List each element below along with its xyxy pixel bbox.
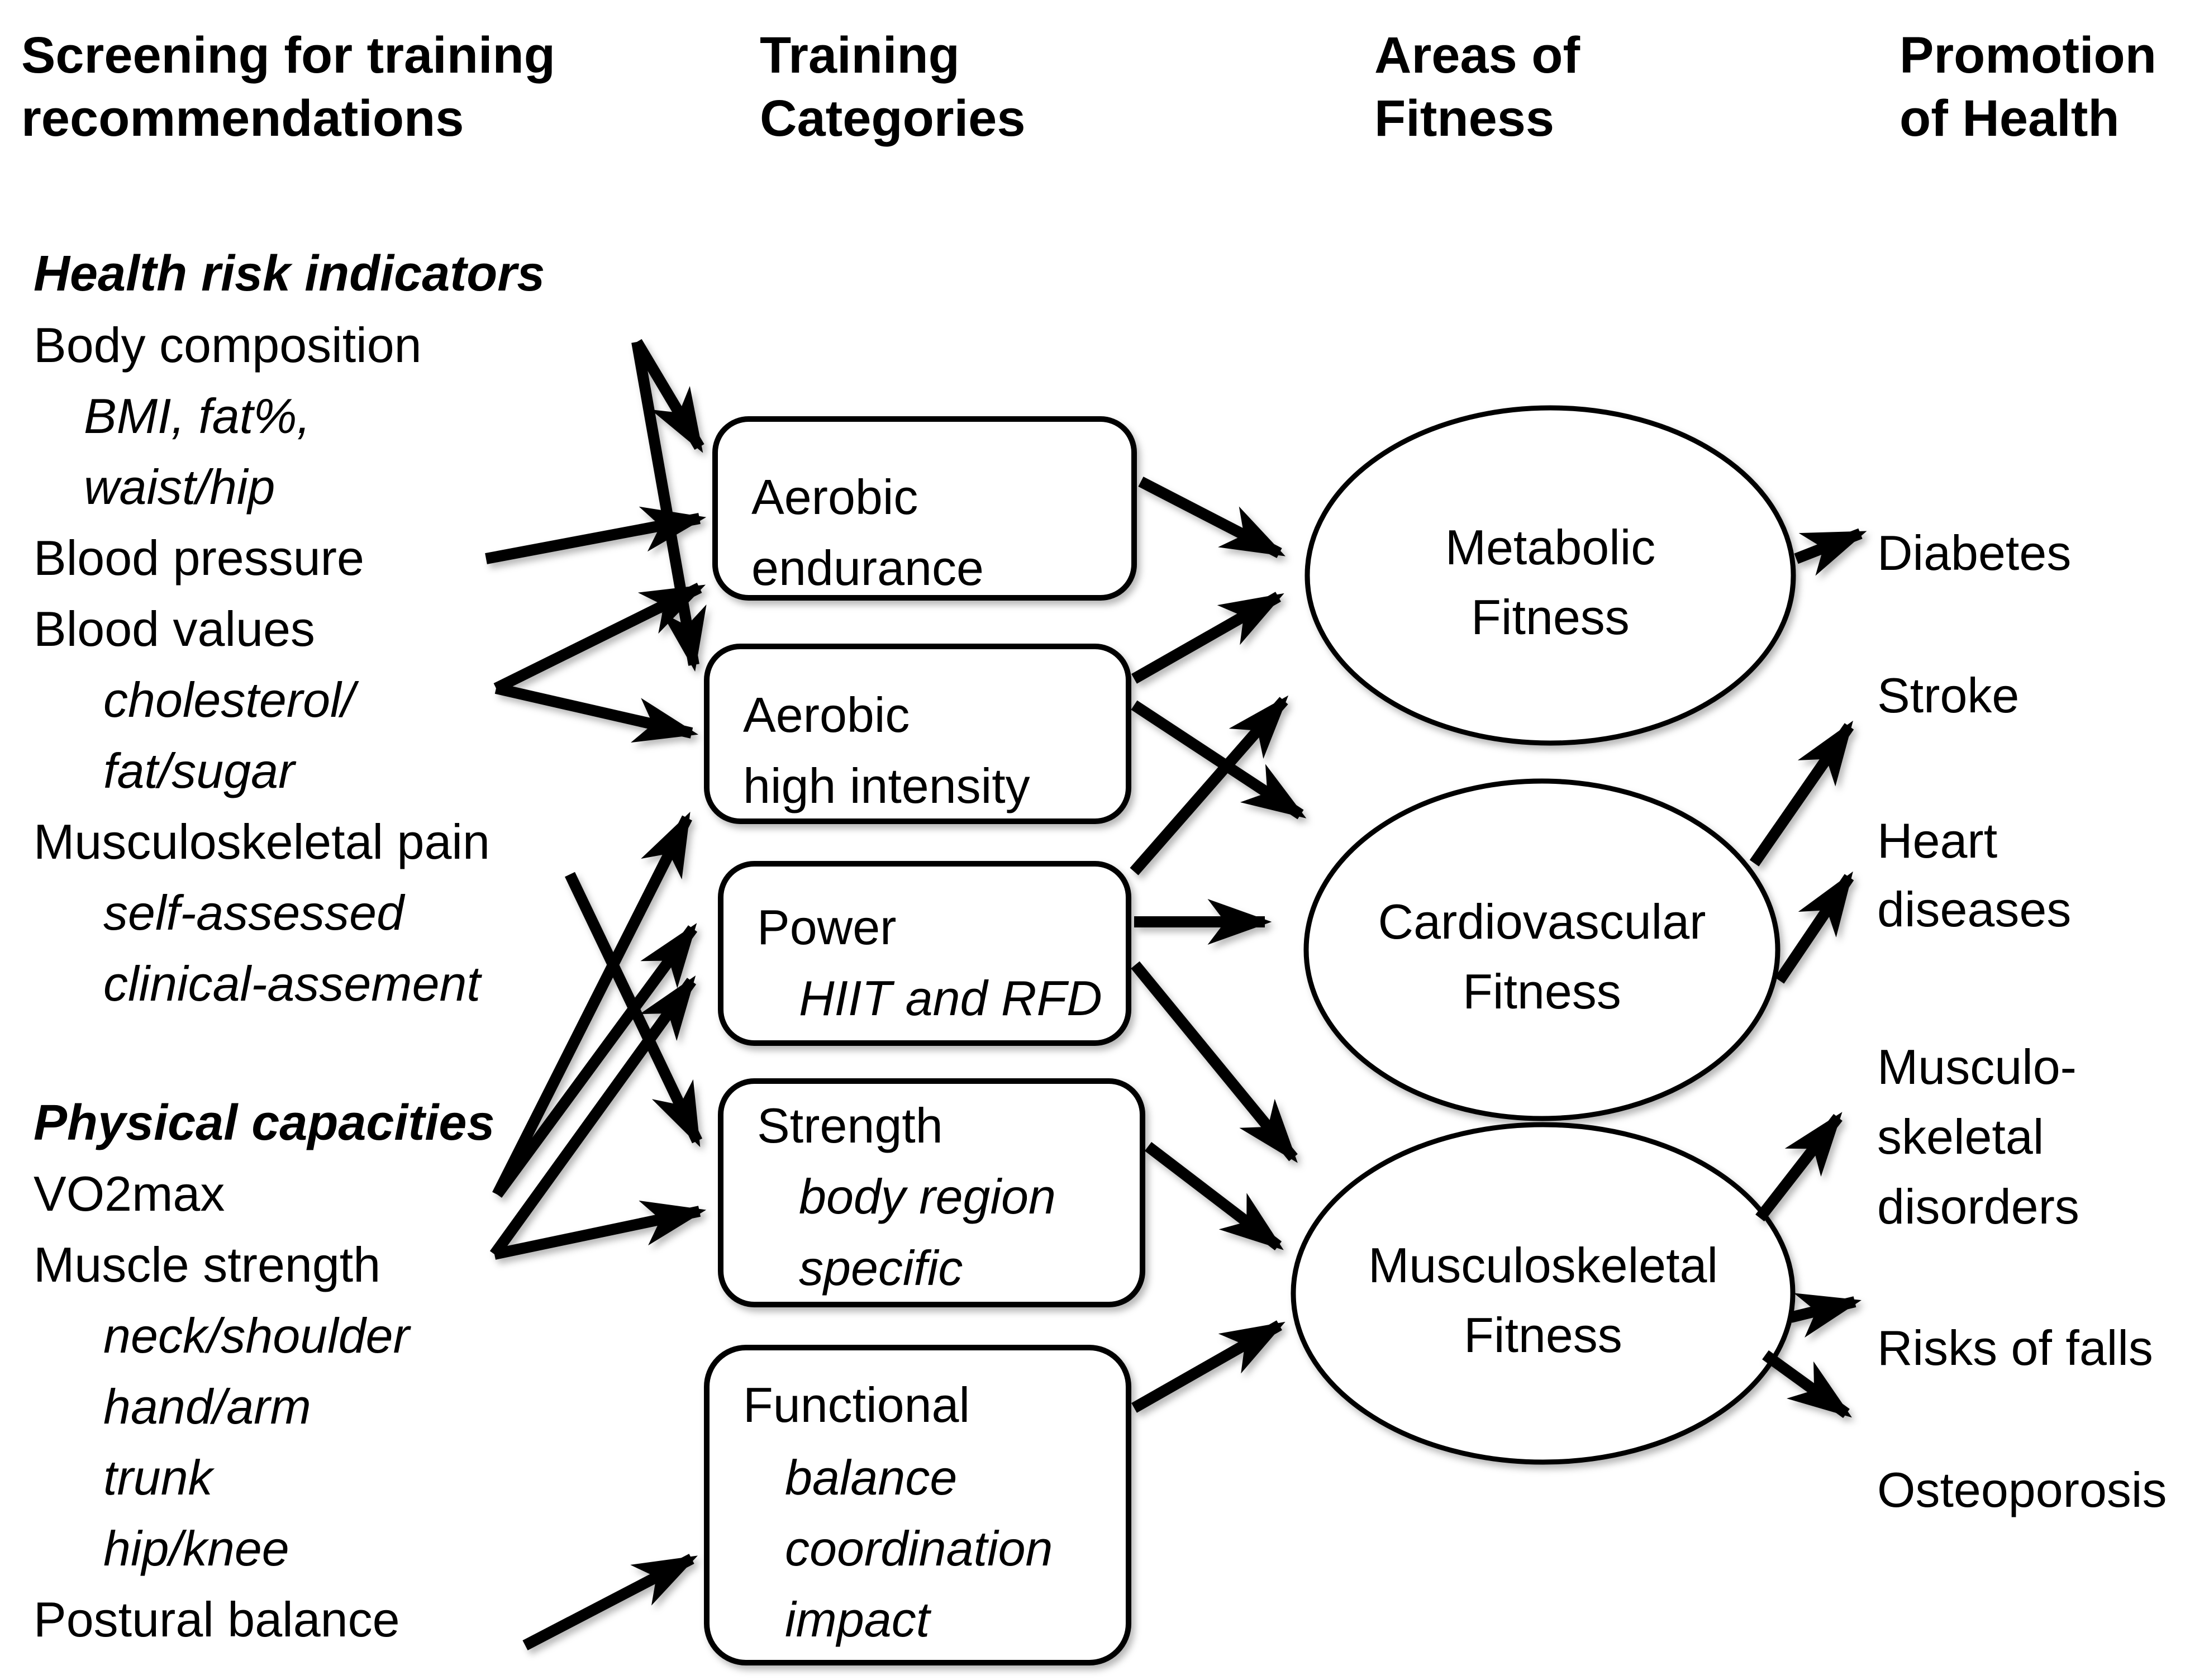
label-musculoskeletal-line2: Fitness — [1464, 1307, 1622, 1363]
label-functional-line3: coordination — [785, 1521, 1053, 1576]
screening-list — [34, 246, 545, 1647]
outcome-osteoporosis: Osteoporosis — [1877, 1462, 2167, 1517]
label-strength-line2: body region — [799, 1169, 1056, 1224]
arrow-cardiovascular-to-heart-diseases — [1779, 877, 1849, 981]
item-blood-pressure: Blood pressure — [34, 530, 364, 586]
label-power-line2: HIIT and RFD — [799, 970, 1102, 1026]
label-functional-line1: Functional — [743, 1377, 970, 1432]
outcome-stroke: Stroke — [1877, 668, 2020, 723]
item-musculoskeletal-pain: Musculoskeletal pain — [34, 814, 490, 869]
arrow-musculoskeletal-to-osteoporosis — [1765, 1355, 1846, 1414]
outcome-risks-of-falls: Risks of falls — [1877, 1320, 2153, 1376]
item-fat-sugar: fat/sugar — [103, 743, 295, 798]
outcome-msk-disorders-line1: Musculo- — [1877, 1039, 2077, 1094]
item-cholesterol: cholesterol/ — [103, 672, 355, 727]
label-metabolic-line1: Metabolic — [1445, 520, 1656, 575]
arrow-musculoskeletal-to-risks-of-falls — [1791, 1302, 1855, 1317]
label-cardiovascular-line2: Fitness — [1463, 964, 1621, 1019]
group-title-health-risk-indicators: Health risk indicators — [34, 246, 545, 302]
arrow-muscle-strength-to-power — [494, 981, 692, 1254]
header-screening-line2: recommendations — [21, 90, 464, 147]
header-fitness-line2: Fitness — [1374, 90, 1555, 147]
header-fitness-line1: Areas of — [1374, 27, 1580, 84]
item-clinical-assessment: clinical-assement — [103, 956, 480, 1011]
header-screening-line1: Screening for training — [21, 27, 555, 84]
arrow-musculoskeletal-to-msk-disorders — [1760, 1117, 1838, 1218]
outcome-msk-disorders-line3: disorders — [1877, 1179, 2079, 1234]
arrow-aerobic-high-intensity-to-cardiovascular — [1134, 705, 1301, 815]
arrow-strength-to-musculoskeletal — [1148, 1146, 1278, 1246]
label-power-line1: Power — [757, 900, 897, 955]
header-training-line2: Categories — [760, 90, 1026, 147]
arrow-vo2max-to-aerobic-high-intensity — [497, 818, 687, 1194]
item-hand-arm: hand/arm — [103, 1379, 311, 1434]
item-bmi-fat: BMI, fat%, — [84, 388, 311, 444]
item-body-composition: Body composition — [34, 317, 422, 373]
item-trunk: trunk — [103, 1450, 213, 1505]
column-headers — [21, 27, 2156, 147]
arrow-cardiovascular-to-stroke — [1754, 726, 1849, 863]
outcome-heart-disease-line2: diseases — [1877, 882, 2072, 937]
arrow-power-to-musculoskeletal — [1135, 965, 1293, 1158]
group-title-physical-capacities: Physical capacities — [34, 1095, 495, 1151]
arrow-postural-balance-to-functional — [525, 1559, 692, 1645]
ellipse-cardiovascular-fitness — [1306, 781, 1778, 1119]
ellipse-musculoskeletal-fitness — [1293, 1125, 1793, 1462]
item-hip-knee: hip/knee — [103, 1521, 289, 1576]
label-aerobic-high-intensity-line2: high intensity — [743, 758, 1030, 813]
label-strength-line1: Strength — [757, 1098, 943, 1153]
arrow-aerobic-endurance-to-metabolic — [1141, 482, 1279, 553]
label-functional-line2: balance — [785, 1450, 958, 1505]
outcome-diabetes: Diabetes — [1877, 525, 2072, 580]
label-aerobic-endurance-line2: endurance — [751, 540, 984, 596]
outcome-heart-disease-line1: Heart — [1877, 813, 1998, 868]
item-neck-shoulder: neck/shoulder — [103, 1308, 410, 1363]
ellipse-metabolic-fitness — [1307, 408, 1793, 743]
arrow-blood-values-to-aerobic-endurance — [496, 588, 699, 688]
arrow-blood-values-to-aerobic-high-intensity — [496, 688, 692, 733]
header-health-line1: Promotion — [1899, 27, 2156, 84]
label-metabolic-line2: Fitness — [1471, 589, 1630, 645]
header-health-line2: of Health — [1899, 90, 2120, 147]
label-aerobic-high-intensity-line1: Aerobic — [743, 687, 910, 743]
label-aerobic-endurance-line1: Aerobic — [751, 469, 918, 525]
health-outcomes-list — [1877, 525, 2167, 1517]
label-strength-line3: specific — [799, 1240, 963, 1296]
item-vo2max: VO2max — [34, 1166, 225, 1221]
arrow-functional-to-musculoskeletal — [1134, 1325, 1279, 1408]
item-waist-hip: waist/hip — [84, 459, 275, 515]
arrow-metabolic-to-diabetes — [1796, 534, 1860, 559]
label-musculoskeletal-line1: Musculoskeletal — [1368, 1238, 1718, 1293]
item-postural-balance: Postural balance — [34, 1592, 400, 1647]
label-cardiovascular-line1: Cardiovascular — [1378, 894, 1706, 949]
item-self-assessed: self-assessed — [103, 885, 404, 940]
outcome-msk-disorders-line2: skeletal — [1877, 1109, 2044, 1164]
arrow-aerobic-high-intensity-to-metabolic — [1134, 597, 1278, 679]
item-muscle-strength: Muscle strength — [34, 1237, 381, 1292]
label-functional-line4: impact — [785, 1592, 930, 1647]
item-blood-values: Blood values — [34, 601, 315, 656]
header-training-line1: Training — [760, 27, 960, 84]
